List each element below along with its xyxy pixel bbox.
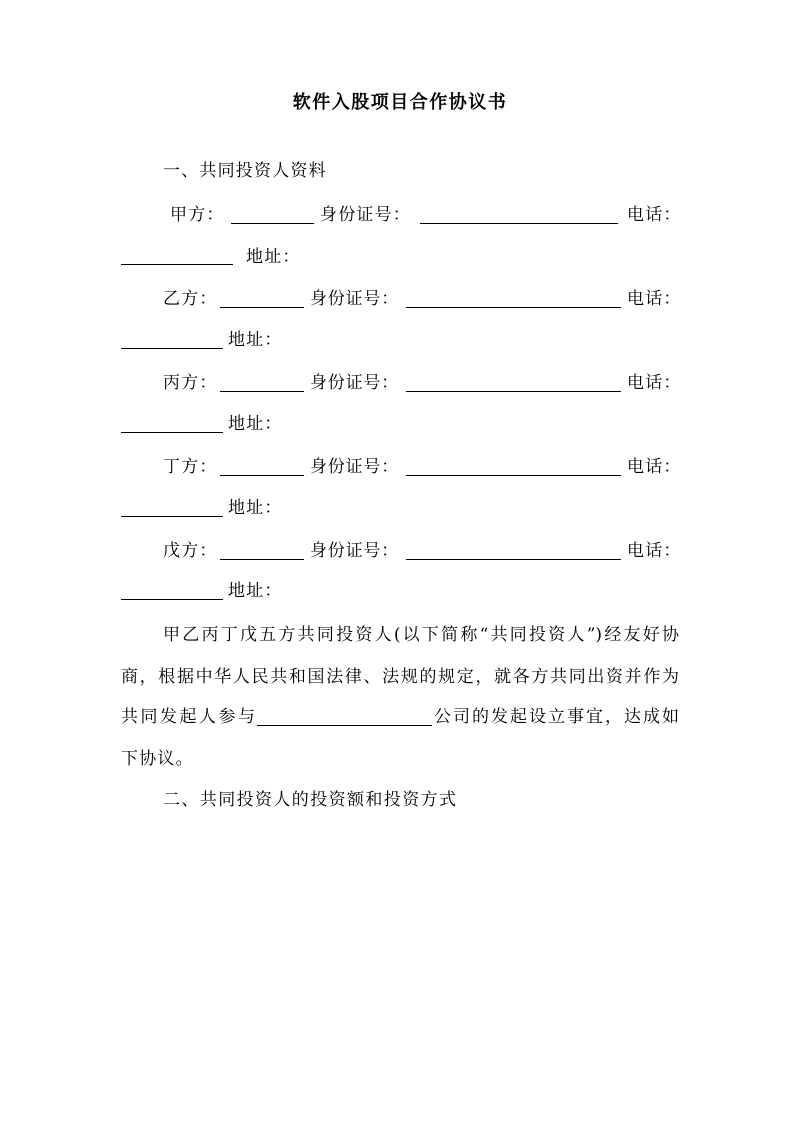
section-heading-investors: 一、共同投资人资料 [163,161,327,181]
id-number-blank-line [406,559,621,560]
id-number-blank-line [406,307,621,308]
id-number-blank-line [420,223,618,224]
party-name-label: 丙方： [163,373,218,393]
phone-label: 电话： [627,373,682,393]
id-number-label: 身份证号： [320,205,411,225]
phone-blank-line [121,432,223,433]
address-label: 地址： [228,581,283,601]
address-label: 地址： [246,247,301,267]
name-blank-line [220,307,304,308]
phone-blank-line [121,348,223,349]
phone-blank-line [121,264,233,265]
paragraph-line-3-start: 共同发起人参与 [121,707,255,727]
phone-blank-line [121,516,223,517]
id-number-label: 身份证号： [310,541,399,561]
party-name-label: 丁方： [163,457,218,477]
id-number-blank-line [406,475,621,476]
party-name-label: 戊方： [163,541,218,561]
name-blank-line [220,475,304,476]
name-blank-line [220,391,304,392]
section-heading-investment: 二、共同投资人的投资额和投资方式 [163,790,458,810]
phone-label: 电话： [627,541,682,561]
id-number-label: 身份证号： [310,373,399,393]
phone-label: 电话： [627,457,682,477]
address-label: 地址： [228,330,283,350]
document-title: 软件入股项目合作协议书 [292,92,508,113]
id-number-blank-line [406,391,621,392]
party-name-label: 甲方： [170,205,225,225]
phone-blank-line [121,599,223,600]
phone-label: 电话： [627,205,682,225]
paragraph-line-1: 甲乙丙丁戊五方共同投资人(以下简称“共同投资人”)经友好协 [163,625,679,645]
paragraph-line-3-end: 公司的发起设立事宜，达成如 [434,707,679,727]
paragraph-line-2: 商，根据中华人民共和国法律、法规的规定，就各方共同出资并作为 [121,667,679,687]
id-number-label: 身份证号： [310,289,399,309]
party-name-label: 乙方： [163,289,218,309]
name-blank-line [220,559,304,560]
id-number-label: 身份证号： [310,457,399,477]
company-name-blank-line [257,725,432,726]
address-label: 地址： [228,498,283,518]
paragraph-line-4: 下协议。 [121,749,194,769]
address-label: 地址： [228,414,283,434]
phone-label: 电话： [627,289,682,309]
name-blank-line [231,223,314,224]
